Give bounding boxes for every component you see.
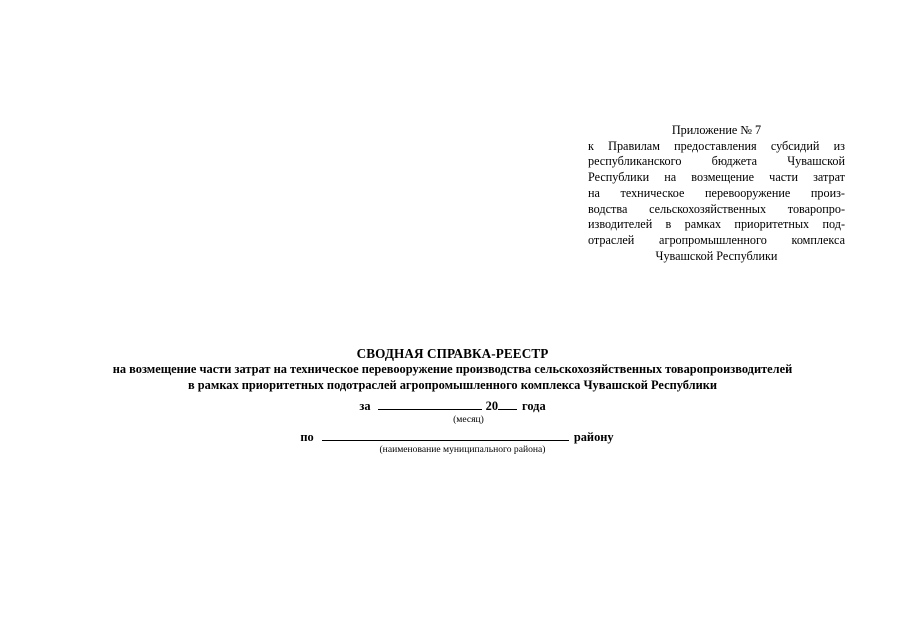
year-prefix: 20 [485, 399, 499, 413]
document-subtitle-line-2: в рамках приоритетных подотраслей агропромышленного комплекса Чувашской Республики [188, 377, 717, 392]
appendix-line: Республики на возмещение части затрат [588, 170, 845, 185]
appendix-line: на техническое перевооружение произ- [588, 185, 845, 200]
district-prefix: по [300, 430, 314, 444]
document-title: СВОДНАЯ СПРАВКА-РЕЕСТР [356, 346, 549, 361]
period-suffix: года [522, 399, 546, 413]
appendix-note [588, 123, 845, 264]
appendix-title: Приложение № 7 [671, 123, 762, 137]
district-caption: (наименование муниципального района) [379, 444, 546, 455]
appendix-line: республиканского бюджета Чувашской [588, 154, 845, 169]
document-heading [40, 346, 865, 393]
year-blank[interactable] [498, 398, 517, 410]
district-row [0, 429, 905, 445]
month-blank[interactable] [378, 398, 482, 410]
appendix-line: изводителей в рамках приоритетных под- [588, 217, 845, 232]
district-suffix: району [573, 430, 614, 444]
district-name-blank[interactable] [322, 429, 569, 441]
month-caption: (месяц) [453, 414, 484, 425]
appendix-last-line: Чувашской Республики [655, 248, 778, 263]
appendix-line: водства сельскохозяйственных товаропро- [588, 201, 845, 216]
document-subtitle-line-1: на возмещение части затрат на техническое перевооружение производства сельскохозяйственных товаропроизводителей [112, 361, 793, 376]
appendix-line: к Правилам предоставления субсидий из [588, 138, 845, 153]
period-row [0, 398, 905, 414]
period-prefix: за [359, 399, 371, 413]
appendix-line: отраслей агропромышленного комплекса [588, 232, 845, 247]
